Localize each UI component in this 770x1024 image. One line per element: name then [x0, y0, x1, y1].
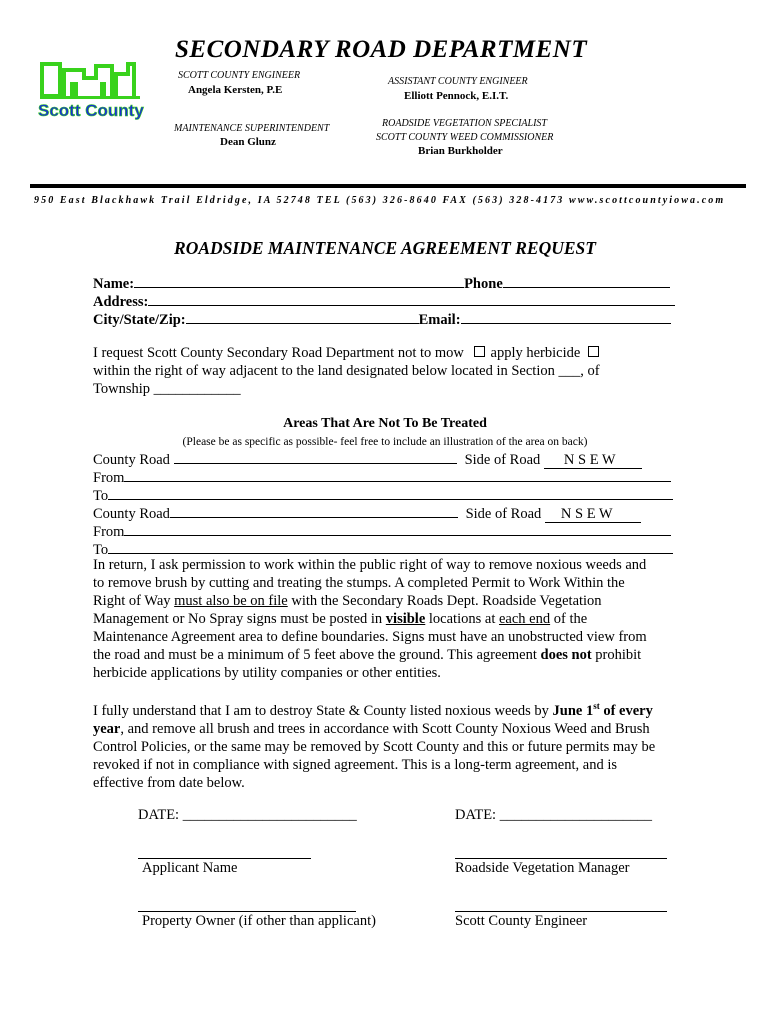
terms-text: Right of Way: [93, 593, 175, 609]
to-field-1[interactable]: [108, 485, 673, 500]
weed-commissioner-role: SCOTT COUNTY WEED COMMISSIONER: [376, 132, 554, 143]
understanding-line: effective from date below.: [93, 774, 245, 791]
terms-emphasis: each end: [498, 611, 551, 627]
deadline-text: year: [93, 720, 121, 737]
owner-label: Property Owner (if other than applicant): [142, 913, 376, 929]
to-field-2[interactable]: [108, 539, 673, 554]
direction-options-2[interactable]: N S E W: [545, 506, 641, 523]
deadline-text: June 1: [552, 702, 594, 719]
terms-text: locations at: [425, 611, 499, 627]
terms-emphasis: does not: [540, 647, 592, 663]
name-row: [93, 273, 670, 293]
maintenance-role: MAINTENANCE SUPERINTENDENT: [174, 123, 330, 134]
terms-text: with the Secondary Roads Dept. Roadside Vegetation: [287, 593, 602, 609]
email-label: Email:: [418, 312, 461, 328]
engineer-name: Angela Kersten, P.E: [188, 84, 283, 96]
form-title: ROADSIDE MAINTENANCE AGREEMENT REQUEST: [174, 238, 596, 258]
scott-county-logo: [34, 58, 146, 128]
county-road-field-2[interactable]: [170, 503, 458, 518]
county-road-label: County Road: [93, 452, 170, 468]
terms-line: [93, 610, 693, 628]
city-label: City/State/Zip:: [93, 312, 186, 328]
name-label: Name:: [93, 276, 135, 292]
from-label: From: [93, 470, 125, 486]
engineer-role: SCOTT COUNTY ENGINEER: [178, 70, 301, 81]
terms-line: [93, 592, 693, 610]
herbicide-checkbox[interactable]: [588, 346, 599, 357]
email-field[interactable]: [461, 309, 671, 324]
deadline-suffix: st: [593, 701, 600, 711]
understanding-line: [93, 720, 693, 738]
understanding-text: , and remove all brush and trees in accordance with Scott County Noxious Weed and Brush: [120, 720, 650, 737]
county-road-row-2: [93, 503, 641, 523]
terms-line: Maintenance Agreement area to define boundaries. Signs must have an unobstructed view from: [93, 629, 647, 645]
terms-line: [93, 646, 693, 664]
terms-emphasis: visible: [385, 611, 426, 627]
city-field[interactable]: [186, 309, 419, 324]
side-of-road-label: Side of Road: [465, 506, 542, 522]
address-label: Address:: [93, 294, 149, 310]
date-right[interactable]: DATE: _____________________: [455, 807, 652, 823]
understanding-text: I fully understand that I am to destroy State & County listed noxious weeds by: [93, 702, 553, 719]
to-label: To: [93, 488, 109, 504]
terms-line: In return, I ask permission to work within the public right of way to remove noxious weeds and: [93, 557, 647, 573]
from-label: From: [93, 524, 125, 540]
terms-text: of the: [550, 611, 588, 627]
terms-emphasis: must also be on file: [174, 593, 288, 609]
herbicide-text: apply herbicide: [490, 345, 581, 361]
date-left[interactable]: DATE: ________________________: [138, 807, 357, 823]
to-label: To: [93, 542, 109, 558]
logo-text: Scott County: [38, 101, 144, 120]
address-row: [93, 291, 675, 311]
manager-label: Roadside Vegetation Manager: [455, 860, 630, 876]
department-title: SECONDARY ROAD DEPARTMENT: [175, 36, 588, 63]
city-row: [93, 309, 671, 329]
terms-paragraph: [93, 556, 693, 682]
phone-label: Phone: [464, 276, 503, 292]
terms-text: prohibit: [591, 647, 642, 663]
to-row-1: [93, 485, 673, 505]
terms-line: herbicide applications by utility companies or other entities.: [93, 665, 441, 681]
direction-options-1[interactable]: N S E W: [544, 452, 642, 469]
assistant-engineer-name: Elliott Pennock, E.I.T.: [404, 90, 509, 102]
from-row-2: [93, 521, 671, 541]
name-field[interactable]: [134, 273, 464, 288]
terms-line: to remove brush by cutting and treating the stumps. A completed Permit to Work Within the: [93, 575, 625, 591]
vegetation-name: Brian Burkholder: [418, 145, 503, 157]
mow-checkbox[interactable]: [474, 346, 485, 357]
applicant-name-label: Applicant Name: [142, 860, 238, 876]
side-of-road-label: Side of Road: [464, 452, 541, 468]
from-row-1: [93, 467, 671, 487]
request-line-2: within the right of way adjacent to the land designated below located in Section ___, of: [93, 363, 600, 379]
phone-field[interactable]: [503, 273, 670, 288]
maintenance-name: Dean Glunz: [220, 136, 276, 148]
header-rule: [30, 184, 746, 188]
areas-note: (Please be as specific as possible- feel free to include an illustration of the area on back): [182, 436, 588, 448]
terms-text: Management or No Spray signs must be posted in: [93, 611, 386, 627]
engineer-label: Scott County Engineer: [455, 913, 588, 929]
understanding-line: [93, 697, 693, 720]
address-line: 950 East Blackhawk Trail Eldridge, IA 52748 TEL (563) 326-8640 FAX (563) 328-4173 www.scottcountyiowa.com: [34, 195, 726, 206]
deadline-text: of every: [599, 702, 653, 719]
areas-heading: Areas That Are Not To Be Treated: [283, 416, 487, 431]
county-road-field-1[interactable]: [174, 449, 457, 464]
request-text: I request Scott County Secondary Road Department not to mow: [93, 345, 464, 361]
address-field[interactable]: [148, 291, 675, 306]
assistant-engineer-role: ASSISTANT COUNTY ENGINEER: [388, 76, 528, 87]
understanding-line: revoked if not in compliance with signed agreement. This is a long-term agreement, and is: [93, 756, 617, 773]
from-field-2[interactable]: [124, 521, 671, 536]
vegetation-role: ROADSIDE VEGETATION SPECIALIST: [382, 118, 547, 129]
request-line-3: Township ____________: [93, 381, 241, 397]
request-line-1: [93, 344, 599, 362]
understanding-paragraph: [93, 697, 693, 792]
county-road-label: County Road: [93, 506, 170, 522]
county-road-row-1: [93, 449, 642, 469]
terms-text: the road and must be a minimum of 5 feet above the ground. This agreement: [93, 647, 541, 663]
from-field-1[interactable]: [124, 467, 671, 482]
understanding-line: Control Policies, or the same may be removed by Scott County and this or future permits may be: [93, 738, 656, 755]
